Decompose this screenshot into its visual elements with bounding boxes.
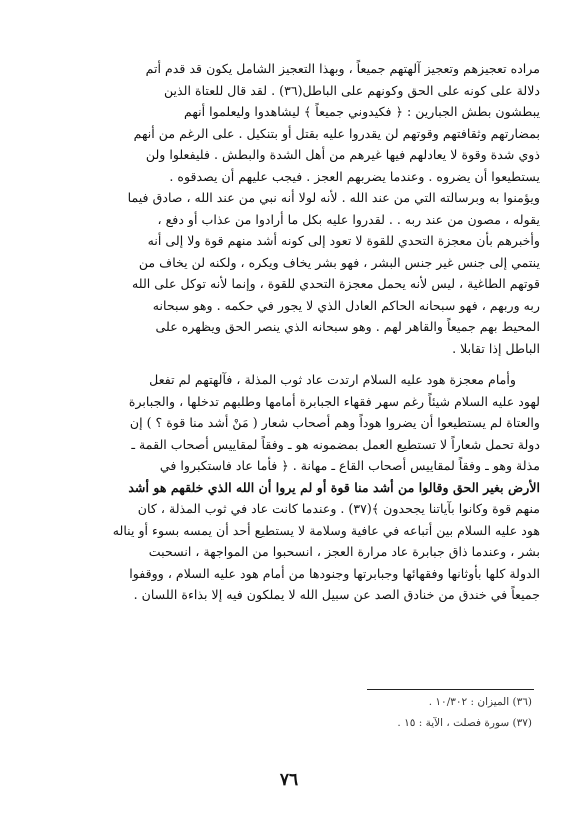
text-line: يقوله ، مصون من عند ربه . . لقدروا عليه بكل ما أرادوا من عذاب أو دفع ، [157,211,540,227]
text-line: يستطيعوا أن يضروه . وعندما يضربهم العجز . فيجب عليهم أن يصدقوه . [169,168,540,184]
text-line: والعتاة لم يستطيعوا أن يضروا هوداً وهم أصحاب شعار ( مَنْ أشد منا قوة ؟ ) إن [129,415,540,430]
text-line: ينتمي إلى جنس غير جنس البشر ، فهو بشر يخاف ويكره ، ولكنه لن يخاف من [138,254,540,270]
text-line: هود عليه السلام بين أتباعه في عافية وسلامة لا يستطيع أحد أن يمسه بسوء أو يناله [112,522,540,538]
paragraph-1 [44,58,540,359]
page-body [44,58,540,606]
text-line: المحيط بهم جميعاً والقاهر لهم . وهو سبحانه الذي ينصر الحق ويظهره على [155,319,540,334]
footnote-37: (٣٧) سورة فصلت ، الآية : ١٥ . [397,717,532,729]
text-line: قوتهم الطاغية ، ليس لأنه يحمل معجزة التحدي للقوة ، وإنما لأنه توكل على الله [132,276,540,291]
footnote-36: (٣٦) الميزان : ١٠/٣٠٢ . [428,696,532,708]
text-line: يبطشون بطش الجبارين : ﴿ فكيدوني جميعاً ﴾ ليشاهدوا وليعلموا أنهم [183,104,540,119]
text-line: مذلة وهو ـ وفقاً لمقاييس أصحاب القاع ـ مهانة . ﴿ فأما عاد فاستكبروا في [159,458,540,473]
text-line: لهود عليه السلام شيئاً رغم سهر فقهاء الجبابرة أمامها وطلبهم تدخلها ، والجبابرة [128,393,540,409]
text-line: الدولة كلها بأوثانها وفقهائها وجبابرتها وجنودها من أمام هود عليه السلام ، ووقفوا [129,565,540,581]
text-line: دولة تحمل شعاراً لا تستطيع العمل بمضمونه هو ـ وفقاً لمقاييس أصحاب القمة ـ [131,436,540,452]
text-line: وأخبرهم بأن معجزة التحدي للقوة لا تعود إلى كونه أشد منهم قوة ولا إلى أنه [147,233,540,248]
text-line: دلالة على كونه على الحق وكونهم على الباطل(٣٦) . لقد قال للعتاة الذين [163,82,540,98]
text-line: منهم قوة وكانوا بآياتنا يجحدون ﴾(٣٧) . وعندما كانت عاد في ثوب المذلة ، كان [137,501,540,516]
text-line: الباطل إذا تقابلا . [452,340,540,356]
text-line: جميعاً في خندق من خنادق الصد عن سبيل الله لا يملكون فيه إلا بذاءة اللسان . [133,587,540,602]
text-line: ذوي شدة وقوة لا يعادلهم فيها غيرهم من أهل الشدة والبطش . فليفعلوا ولن [145,147,540,162]
text-line: بشر ، وعندما ذاق جبابرة عاد مرارة العجز ، انسحبوا من المواجهة ، انسحبت [148,544,540,559]
text-line: وأمام معجزة هود عليه السلام ارتدت عاد ثوب المذلة ، فآلهتهم لم تفعل [149,372,516,387]
text-line: مراده تعجيزهم وتعجيز آلهتهم جميعاً ، وبهذا التعجيز الشامل يكون قد قدم أتم [145,61,540,76]
text-line: بمضارتهم وثقافتهم وقوتهم لن يقدروا عليه بقتل أو بتنكيل . على الرغم من أنهم [133,125,540,141]
quran-verse-line: الأرض بغير الحق وقالوا من أشد منا قوة أو لم يروا أن الله الذي خلقهم هو أشد [128,479,540,495]
text-line: ويؤمنوا به وبرسالته التي من عند الله . لأنه لولا أنه نبي من عند الله ، صادق فيما [127,190,540,205]
paragraph-2 [44,369,540,606]
text-line: ربه وربهم ، فهو سبحانه الحاكم العادل الذي لا يجور في حكمه . وهو سبحانه [152,297,540,313]
page-number: ٧٦ [279,770,299,790]
footnote-divider [367,689,534,690]
